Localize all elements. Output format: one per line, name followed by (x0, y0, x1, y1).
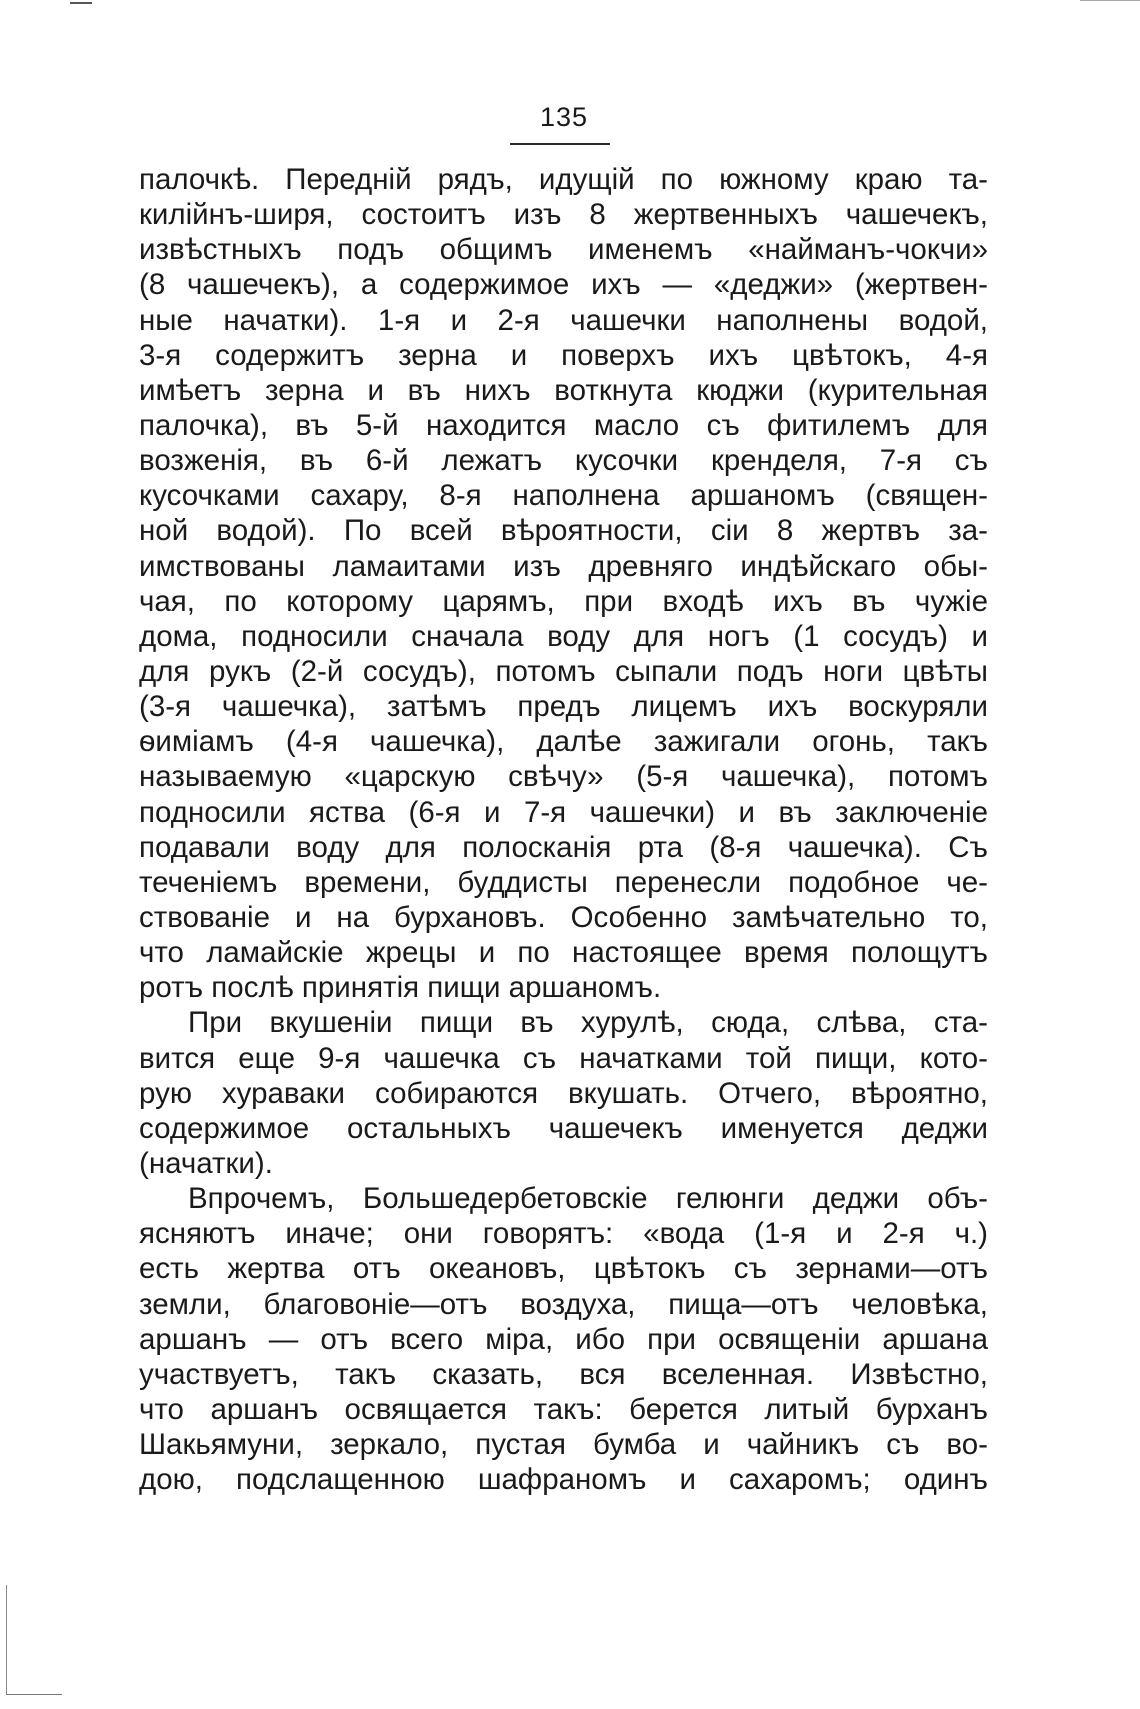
text-line: килiйнъ-ширя, состоитъ изъ 8 жертвенныхъ чашечекъ, (139, 198, 988, 232)
text-line: Впрочемъ, Большедербетовскiе гелюнги деджи объ- (188, 1182, 988, 1216)
text-line: палочкѣ. Переднiй рядъ, идущiй по южному краю та- (139, 163, 988, 196)
text-line: дома, подносили сначала воду для ногъ (1 сосудъ) и (139, 619, 988, 653)
text-line: аршанъ — отъ всего мiра, ибо при освященiи аршана (139, 1322, 988, 1356)
text-line: подавали воду для полосканiя рта (8-я чашечка). Съ (139, 830, 988, 864)
scan-edge-mark (70, 2, 92, 4)
text-line: кусочками сахару, 8-я наполнена аршаномъ (священ- (139, 479, 988, 513)
text-line: палочка), въ 5-й находится масло съ фитилемъ для (139, 408, 988, 442)
text-line: (8 чашечекъ), а содержимое ихъ — «деджи» (жертвен- (139, 268, 988, 302)
paragraph-3 (139, 1181, 988, 1497)
text-line: что аршанъ освящается такъ: берется литый бурханъ (139, 1392, 988, 1426)
text-line: возженiя, въ 6-й лежатъ кусочки кренделя, 7-я съ (139, 444, 988, 478)
text-line: теченiемъ времени, буддисты перенесли подобное че- (139, 865, 988, 899)
scan-edge-mark (6, 1694, 62, 1695)
text-line: имѣетъ зерна и въ нихъ воткнута кюджи (курительная (139, 373, 988, 407)
text-line: содержимое остальныхъ чашечекъ именуется деджи (139, 1111, 988, 1145)
text-line: дою, подслащенною шафраномъ и сахаромъ; одинъ (139, 1463, 988, 1497)
text-line: ротъ послѣ принятiя пищи аршаномъ. (139, 971, 662, 1005)
text-line: 3-я содержитъ зерна и поверхъ ихъ цвѣтокъ, 4-я (139, 338, 988, 372)
text-line: ной водой). По всей вѣроятности, сiи 8 жертвъ за- (139, 514, 988, 548)
page-number: 135 (539, 102, 589, 132)
text-line: что ламайскiе жрецы и по настоящее время полощутъ (139, 936, 988, 970)
text-line: извѣстныхъ подъ общимъ именемъ «найманъ-чокчи» (139, 233, 988, 267)
text-line: При вкушенiи пищи въ хурулѣ, сюда, слѣва, ста- (188, 1006, 988, 1040)
text-line: чая, по которому царямъ, при входѣ ихъ въ чужiе (139, 584, 988, 618)
text-line: ясняютъ иначе; они говорятъ: «вода (1-я и 2-я ч.) (139, 1217, 988, 1251)
text-line: рую хураваки собираются вкушать. Отчего, вѣроятно, (139, 1076, 988, 1110)
text-line: ѳимiамъ (4-я чашечка), далѣе зажигали огонь, такъ (139, 725, 988, 759)
body-text (139, 162, 988, 1497)
text-line: ствованiе и на бурхановъ. Особенно замѣчательно то, (139, 900, 988, 934)
text-line: Шакьямуни, зеркало, пустая бумба и чайникъ съ во- (139, 1428, 988, 1462)
text-line: земли, благовонiе—отъ воздуха, пища—отъ человѣка, (139, 1287, 988, 1321)
text-line: участвуетъ, такъ сказать, вся вселенная. Извѣстно, (139, 1357, 988, 1391)
text-line: ные начатки). 1-я и 2-я чашечки наполнены водой, (139, 303, 988, 337)
page-number-rule (510, 143, 610, 145)
text-line: для рукъ (2-й сосудъ), потомъ сыпали подъ ноги цвѣты (139, 654, 988, 688)
text-line: вится еще 9-я чашечка съ начатками той пищи, кото- (139, 1041, 988, 1075)
paragraph-1 (139, 162, 988, 1005)
text-line: имствованы ламаитами изъ древняго индѣйскаго обы- (139, 549, 988, 583)
scan-edge-mark (6, 1585, 7, 1695)
text-line: есть жертва отъ океановъ, цвѣтокъ съ зернами—отъ (139, 1252, 988, 1286)
text-line: (начатки). (139, 1146, 273, 1180)
text-line: называемую «царскую свѣчу» (5-я чашечка), потомъ (139, 760, 988, 794)
scan-edge-mark (1080, 0, 1140, 1)
paragraph-2 (139, 1005, 988, 1181)
text-line: подносили яства (6-я и 7-я чашечки) и въ заключенiе (139, 795, 988, 829)
text-line: (3-я чашечка), затѣмъ предъ лицемъ ихъ воскуряли (139, 690, 988, 724)
